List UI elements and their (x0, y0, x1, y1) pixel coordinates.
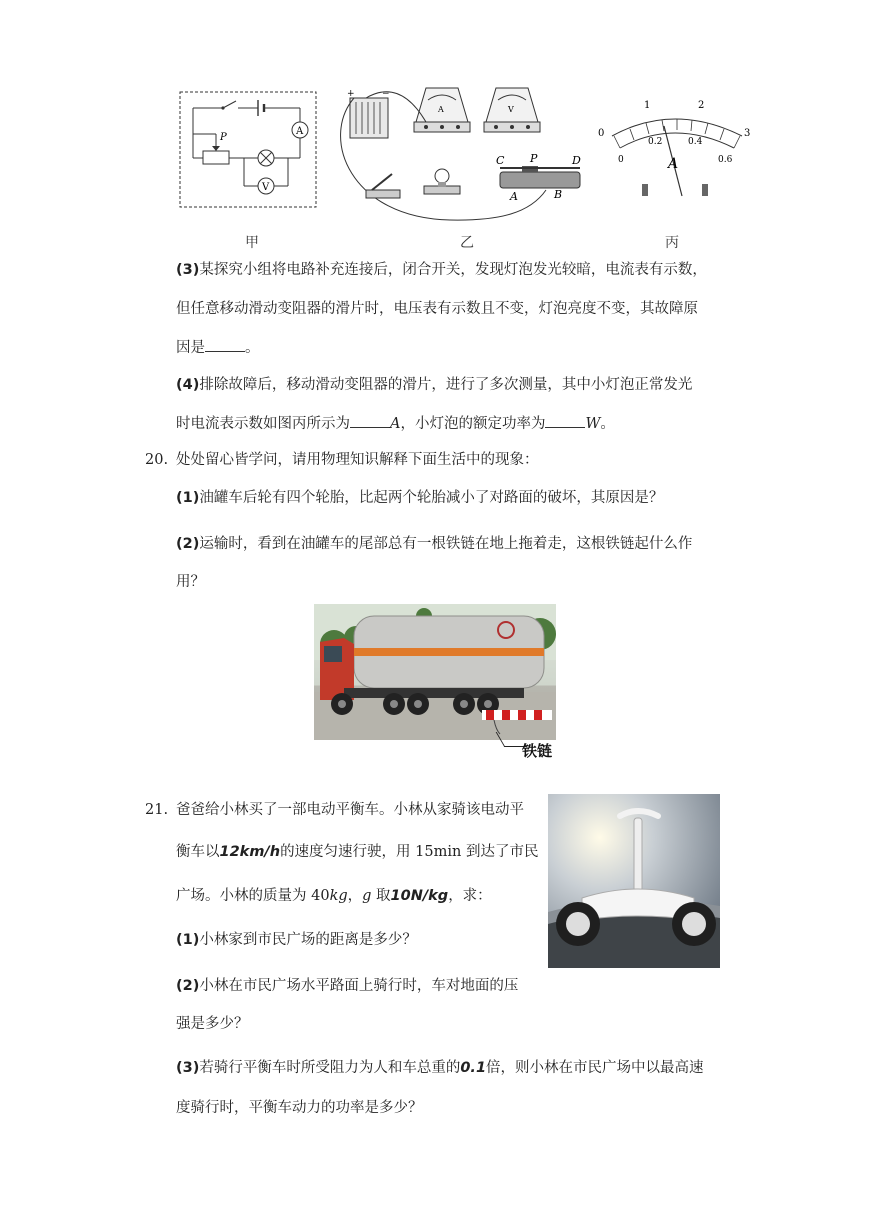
scale-top-2: 2 (698, 100, 705, 111)
label-voltmeter: V (262, 182, 270, 193)
scale-bottom-2: 0.4 (688, 137, 703, 147)
physical-circuit-yi (330, 78, 590, 228)
caption-bing: 丙 (665, 235, 679, 251)
knife-switch (366, 174, 400, 198)
scale-bottom-1: 0.2 (648, 137, 663, 147)
svg-text:−: − (382, 89, 390, 99)
q21-p2-line1: (2)小林在市民广场水平路面上骑行时，车对地面的压 (176, 978, 519, 994)
voltmeter-device (484, 88, 540, 132)
ammeter-device (414, 88, 470, 132)
q20-p2-line1: (2)运输时，看到在油罐车的尾部总有一根铁链在地上拖着走，这根铁链起什么作 (176, 536, 693, 552)
label-ammeter: A (296, 126, 304, 137)
q19-p3-line3: 因是 。 (176, 337, 260, 358)
svg-text:V: V (508, 105, 514, 114)
label-c: C (496, 154, 505, 167)
label-b: B (554, 188, 563, 201)
svg-text:A: A (438, 105, 444, 114)
tanker-truck-photo (314, 604, 556, 740)
scale-top-0: 0 (598, 128, 605, 139)
circuit-diagram-jia (178, 90, 318, 210)
q21-line3: 广场。小林的质量为 40kg，g 取10N/kg，求： (176, 888, 492, 904)
ammeter-dial-bing (592, 92, 762, 212)
q21-line2: 衡车以12km/h的速度匀速行驶，用 15min 到达了市民 (176, 844, 539, 860)
q21-number: 21. (145, 802, 169, 818)
balance-scooter-photo (548, 794, 720, 968)
q20-p1: (1)油罐车后轮有四个轮胎，比起两个轮胎减小了对路面的破坏，其原因是？ (176, 490, 664, 506)
label-p: P (220, 132, 227, 143)
answer-blank[interactable] (205, 337, 245, 352)
q21-p3-line2: 度骑行时，平衡车动力的功率是多少？ (176, 1100, 423, 1116)
scale-top-3: 3 (744, 128, 751, 139)
q21-p3-line1: (3)若骑行平衡车时所受阻力为人和车总重的0.1倍，则小林在市民广场中以最高速 (176, 1060, 704, 1076)
q19-p4-line1: (4)排除故障后，移动滑动变阻器的滑片，进行了多次测量，其中小灯泡正常发光 (176, 377, 693, 393)
answer-blank[interactable] (350, 413, 390, 428)
q19-p3-line2: 但任意移动滑动变阻器的滑片时，电压表有示数且不变，灯泡亮度不变，其故障原 (176, 301, 698, 317)
q21-p2-line2: 强是多少？ (176, 1016, 249, 1032)
q20-stem: 处处留心皆学问，请用物理知识解释下面生活中的现象： (176, 452, 539, 468)
q21-p1: (1)小林家到市民广场的距离是多少？ (176, 932, 417, 948)
rheostat-device (496, 152, 581, 203)
scale-bottom-3: 0.6 (718, 155, 733, 165)
chain-callout-label: 铁链 (522, 742, 553, 760)
q20-p2-line2: 用？ (176, 574, 205, 590)
label-a: A (510, 190, 518, 203)
lamp-holder (424, 169, 460, 194)
scale-top-1: 1 (644, 100, 651, 111)
caption-yi: 乙 (460, 235, 474, 251)
q20-number: 20. (145, 452, 169, 468)
scale-bottom-0: 0 (618, 155, 624, 165)
label-d: D (572, 154, 581, 167)
meter-unit: A (668, 156, 679, 172)
q19-p3-line1: (3)某探究小组将电路补充连接后，闭合开关，发现灯泡发光较暗，电流表有示数， (176, 262, 707, 278)
q21-line1: 爸爸给小林买了一部电动平衡车。小林从家骑该电动平 (176, 802, 524, 818)
figure-row (170, 78, 770, 251)
q19-p4-line2: 时电流表示数如图丙所示为 A，小灯泡的额定功率为 W。 (176, 413, 615, 434)
answer-blank[interactable] (545, 413, 585, 428)
svg-text:+: + (347, 89, 355, 99)
caption-jia: 甲 (245, 235, 259, 251)
label-p2: P (530, 152, 538, 165)
